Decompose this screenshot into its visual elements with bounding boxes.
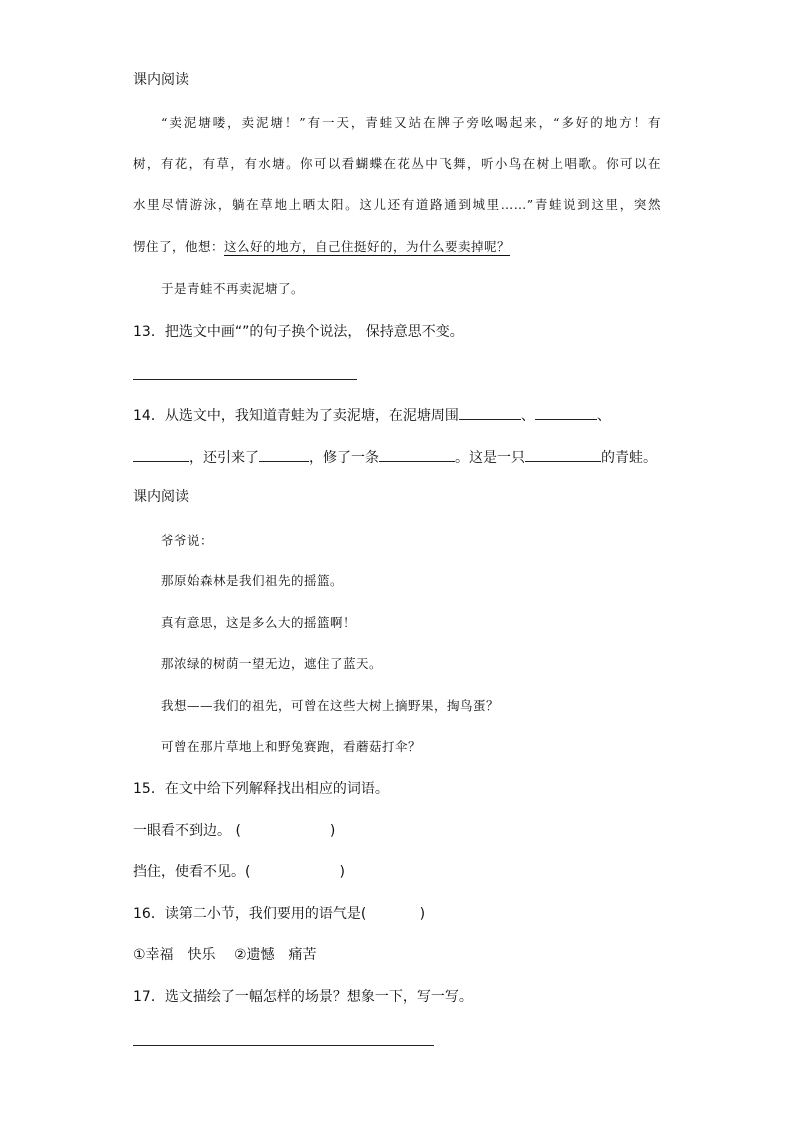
question-14-line-1: [133, 405, 611, 426]
question-14-text: ，还引来了: [189, 450, 259, 466]
passage1-paragraph-2: 于是青蛙不再卖泥塘了。: [161, 281, 305, 296]
question-14-text: 。这是一只: [455, 450, 525, 466]
question-14-text: ，修了一条: [309, 450, 379, 466]
question-14-line-2: [133, 447, 657, 468]
question-13: 13．把选文中画“”的句子换个说法， 保持意思不变。: [133, 324, 464, 340]
question-16-options: ①幸福 快乐 ②遗憾 痛苦: [133, 947, 317, 963]
separator: 、: [520, 408, 535, 424]
passage1-line-4-start: 愣住了，他想：: [133, 239, 225, 254]
poem-line: 可曾在那片草地上和野兔赛跑，看蘑菇打伞？: [161, 739, 422, 754]
passage1-heading: 课内阅读: [133, 72, 189, 88]
question-14-text: 的青蛙。: [601, 450, 657, 466]
passage1-line-2: 树，有花，有草，有水塘。你可以看蝴蝶在花丛中飞舞，听小鸟在树上唱歌。你可以在: [133, 156, 661, 171]
blank-14-5[interactable]: [379, 447, 455, 462]
passage1-line-4: [133, 237, 510, 257]
blank-14-4[interactable]: [259, 447, 309, 462]
answer-line-13[interactable]: [133, 379, 357, 380]
poem-line: 那浓绿的树荫一望无边，遮住了蓝天。: [161, 656, 383, 671]
poem-line: 我想——我们的祖先，可曾在这些大树上摘野果，掏鸟蛋？: [161, 698, 500, 713]
question-15-item-2: 挡住，使看不见。( ): [133, 864, 345, 880]
answer-line-17[interactable]: [133, 1045, 434, 1046]
question-15-item-1: 一眼看不到边。 ( ): [133, 823, 336, 839]
blank-14-3[interactable]: [133, 447, 189, 462]
passage2-heading: 课内阅读: [133, 489, 189, 505]
underlined-sentence: 这么好的地方，自己住挺好的，为什么要卖掉呢？: [224, 239, 511, 254]
separator: 、: [596, 408, 611, 424]
passage1-line-3: 水里尽情游泳，躺在草地上晒太阳。这儿还有道路通到城里……”青蛙说到这里，突然: [133, 197, 661, 212]
blank-14-2[interactable]: [535, 405, 597, 420]
blank-14-1[interactable]: [459, 405, 521, 420]
poem-line: 那原始森林是我们祖先的摇篮。: [161, 573, 344, 588]
question-15: 15．在文中给下列解释找出相应的词语。: [133, 781, 389, 797]
poem-line: 爷爷说：: [161, 533, 214, 548]
question-16: 16．读第二小节，我们要用的语气是( ): [133, 906, 426, 922]
question-17: 17．选文描绘了一幅怎样的场景？想象一下，写一写。: [133, 989, 473, 1005]
question-14-text: 14．从选文中，我知道青蛙为了卖泥塘，在泥塘周围: [133, 408, 459, 424]
passage1-line-1: “卖泥塘喽，卖泥塘！”有一天，青蛙又站在牌子旁吆喝起来，“多好的地方！有: [161, 115, 661, 130]
blank-14-6[interactable]: [525, 447, 601, 462]
poem-line: 真有意思，这是多么大的摇篮啊！: [161, 615, 357, 630]
